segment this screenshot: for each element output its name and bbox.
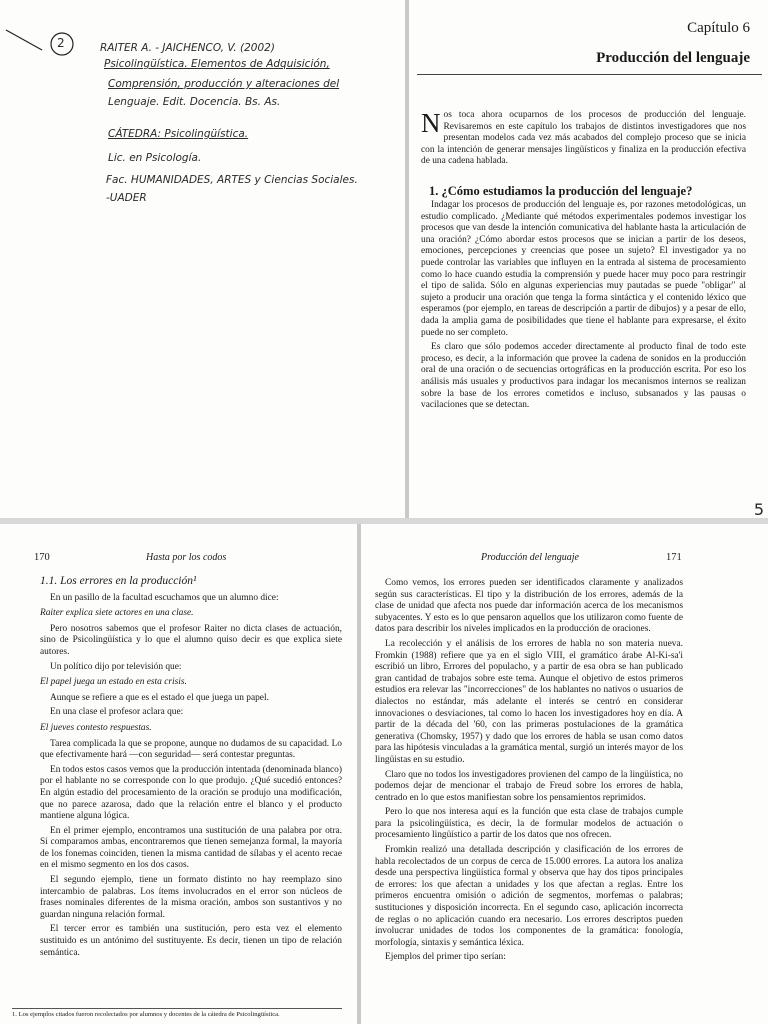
body-paragraph: El tercer error es también una sustitución, pero esta vez el elemento sustituido es un antónimo del sustituyente. Es decir, tienen un tipo de relación semántica. [40, 924, 342, 958]
footnote: 1. Los ejemplos citados fueron recolectados por alumnos y docentes de la cátedra de Psicolingüística. [12, 1008, 342, 1018]
margin-mark: 5 [753, 500, 764, 518]
example-sentence: Raiter explica siete actores en una clase. [40, 608, 194, 619]
body-paragraph: Pero lo que nos interesa aquí es la función que esta clase de trabajos cumple para la psicolingüística, es decir, la de formular modelos de actuación o procesamiento lingüístico a partir de los datos que nos ofrecen. [375, 807, 683, 841]
body-paragraph: En el primer ejemplo, encontramos una sustitución de una palabra por otra. Si comparamos ambas, encontraremos que tienen semejanza formal, la mayoría de los fonemas coinciden, tienen la misma cantidad de sílabas y el acento recae en el mismo segmento en los dos casos. [40, 825, 342, 871]
section-body [421, 200, 746, 415]
citation-line-4: Lenguaje. Edit. Docencia. Bs. As. [108, 96, 281, 108]
course-line-2: Lic. en Psicología. [108, 152, 202, 164]
body-paragraph: Ejemplos del primer tipo serían: [385, 952, 506, 963]
section-heading: 1. ¿Cómo estudiamos la producción del lenguaje? [429, 184, 693, 198]
course-line-1: CÁTEDRA: Psicolingüística. [108, 128, 249, 140]
body-paragraph: Fromkin realizó una detallada descripción y clasificación de los errores de habla recolectados de un corpus de cerca de 15.000 errores. La autora los analiza desde una perspectiva lingüística formal y observa que hay dos tipos principales de errores: los que afectan a unidades y los que afectan a reglas. Entre los primeros encuentra omisión o adición de segmentos, morfemas o palabras; sustituciones y disposición incorrecta. En el segundo caso, aplicación incorrecta de reglas o no aplicación cuando era necesario. Los errores descriptos pueden involucrar unidades de todos los componentes de la gramática: fonología, morfología, sintaxis y semántica léxica. [375, 845, 683, 948]
chapter-label: Capítulo 6 [687, 20, 750, 36]
section-paragraph: Es claro que sólo podemos acceder directamente al producto final de todo este proceso, es decir, a la información que provee la cadena de sonidos en la producción oral de una oración o de secuencias ortográficas en la producción escrita. Por eso los análisis más usuales y productivos para indagar los mecanismos internos se realizan sobre la base de los errores cometidos e incluso, subsanados y las pausas o vacilaciones que se detectan. [421, 342, 746, 411]
body-paragraph: Un político dijo por televisión que: [50, 661, 182, 672]
citation-line-1: RAITER A. - JAICHENCO, V. (2002) [100, 42, 275, 54]
page-number: 171 [666, 552, 682, 563]
body-paragraph: En todos estos casos vemos que la producción intentada (denominada blanco) por el hablante no se corresponde con lo que produjo. ¿Qué sucedió entonces? En algún estadio del procesamiento de la oración se produjo una modificación, que no parece azarosa, dado que la relación entre el blanco y el producto mantiene alguna lógica. [40, 764, 342, 822]
circled-number: 2 [57, 36, 65, 50]
subsection-heading: 1.1. Los errores en la producción¹ [40, 575, 197, 587]
body-paragraph: La recolección y el análisis de los errores de habla no son materia nueva. Fromkin (1988) refiere que ya en el siglo VIII, el gramático árabe Al-Ki-sa'i escribió un libro, Errores del populacho, y a partir de esa obra se han publicado gran cantidad de trabajos sobre este tema. Aunque el objetivo de estos primeros estudios era relevar las "incorrecciones" de los hablantes no nativos o usuarios de dialectos no estándar, más adelante el interés se centró en considerar innovaciones o desviaciones, tal como lo hacen los investigadores hoy en día. A partir de la década del '60, con las primeras postulaciones de la gramática generativa (Chomsky, 1957) y dado que los errores de habla se usan como datos para las hipótesis vinculadas a la gramática mental, surgió un interés mayor de los lingüistas en su estudio. [375, 638, 683, 765]
body-paragraph: Claro que no todos los investigadores provienen del campo de la lingüística, no podemos dejar de mencionar el trabajo de Freud sobre los errores de habla, centrado en lo que estos manifiestan sobre los pensamientos reprimidos. [375, 769, 683, 803]
chapter-title: Producción del lenguaje [596, 50, 750, 66]
body-paragraph: Tarea complicada la que se propone, aunque no dudamos de su capacidad. Lo que efectivamente hará —con seguridad— será contestar preguntas. [40, 738, 342, 761]
section-paragraph: Indagar los procesos de producción del lenguaje es, por razones metodológicas, un estudio complicado. ¿Mediante qué métodos experimentales podemos investigar los procesos que van desde la intención comunicativa del hablante hasta la articulación de una oración? ¿Cómo abordar estos procesos que se inician a partir de los deseos, emociones, percepciones y creencias que posee un sujeto? El investigador ya no puede controlar las variables que influyen en la entrada al sistema de procesamiento como lo hace cuando estudia la comprensión y puede hacer muy poco para restringir el tipo de salida. Sólo en algunas experiencias muy pautadas se puede "obligar" al sujeto a producir una oración que tenga la forma sintáctica y el contenido léxico que esperamos (por ejemplo, en tareas de descripción a partir de dibujos) y a pesar de ello, dada la amplia gama de posibilidades que tiene el hablante para expresarse, el éxito puede no ser completo. [421, 200, 746, 338]
page-171 [361, 524, 768, 1024]
course-line-4: -UADER [106, 192, 147, 204]
body-paragraph: En una clase el profesor aclara que: [50, 707, 184, 718]
body-paragraph: En un pasillo de la facultad escuchamos que un alumno dice: [50, 592, 279, 603]
body-paragraph: El segundo ejemplo, tiene un formato distinto no hay reemplazo sino intercambio de palabras. Los ítems involucrados en el error son núcleos de frases nominales diferentes de la misma oración, ambos son sustantivos y no guardan ninguna relación formal. [40, 875, 342, 920]
chapter-intro [421, 110, 746, 168]
running-head: Hasta por los codos [146, 552, 227, 563]
body-paragraph: Como vemos, los errores pueden ser identificados claramente y analizados según sus características. El tipo y la distribución de los errores, además de la clase de unidad que afecta nos puede dar información acerca de los mecanismos subyacentes. Y esto es lo que pensaron aquellos que los utilizaron como fuente de datos para describir los niveles implicados en la producción de oraciones. [375, 578, 683, 635]
intro-text: os toca ahora ocuparnos de los procesos de producción del lenguaje. Revisaremos en este capítulo los trabajos de distintos investigadores que nos presentan modelos cada vez más acabados del complejo proceso que se inicia con la intención de generar mensajes lingüísticos y finaliza en la producción efectiva de una cadena hablada. [421, 110, 746, 167]
citation-line-3: Comprensión, producción y alteraciones del [108, 78, 340, 90]
chapter-rule [417, 74, 762, 75]
drop-cap: N [421, 108, 441, 138]
body-paragraph: Aunque se refiere a que es el estado el que juega un papel. [50, 692, 269, 703]
page-number: 170 [34, 552, 50, 563]
course-line-3: Fac. HUMANIDADES, ARTES y Ciencias Sociales. [106, 174, 358, 186]
pen-stroke-mark [4, 26, 46, 56]
top-left-page [0, 0, 405, 518]
citation-line-2: Psicolingüística. Elementos de Adquisición, [104, 58, 330, 70]
top-right-page [409, 0, 768, 518]
page-170 [0, 524, 357, 1024]
body-paragraph: Pero nosotros sabemos que el profesor Raiter no dicta clases de actuación, sino de Psicolingüística y lo que el alumno quiso decir es que explica siete autores. [40, 623, 342, 657]
running-head: Producción del lenguaje [481, 552, 579, 563]
page-171-body [375, 578, 683, 967]
example-sentence: El papel juega un estado en esta crisis. [40, 677, 187, 688]
page-170-body [40, 576, 342, 962]
example-sentence: El jueves contesto respuestas. [40, 722, 152, 733]
